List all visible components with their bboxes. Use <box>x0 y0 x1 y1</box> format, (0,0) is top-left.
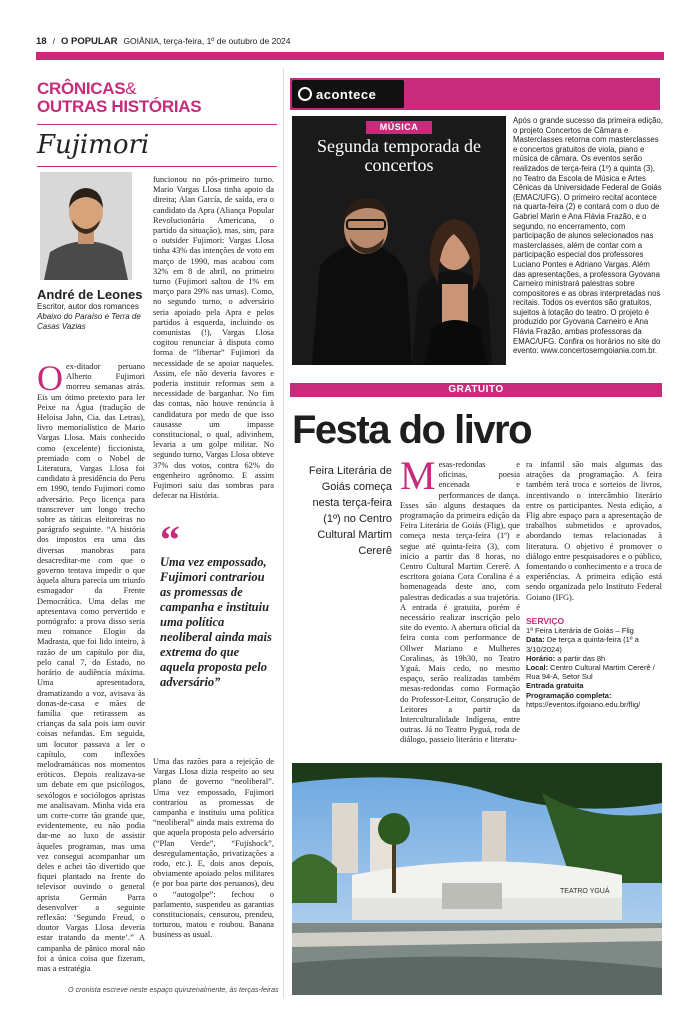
servico-local <box>526 663 666 681</box>
festa-column-1 <box>400 453 520 746</box>
page-header <box>36 33 666 49</box>
servico-local-label: Local: <box>526 663 549 673</box>
page-number: 18 <box>36 35 47 47</box>
quote-mark-icon: “ <box>160 517 180 562</box>
header-separator: / <box>52 36 55 46</box>
section-title <box>37 80 277 116</box>
servico-local-value: Centro Cultural Martim Cererê / Rua 94-A, Setor Sul <box>526 663 655 682</box>
acontece-logo-icon <box>298 87 312 101</box>
author-name: André de Leones <box>37 287 143 302</box>
author-books: Abaixo do Paraíso e Terra de Casas Vazias <box>37 312 141 331</box>
cronica-column-2: funcionou no pós-primeiro turno. Mario Vargas Llosa tinha apoio da direita; Alan García, de saída, era o candidato da Apra (Aliança Popular Revolucionária Americana, o partido da situação), mas, sim, para o outsider Fujimori: Vargas Llosa tinha 43% das intenções de voto em março de 1990, mas acabou com 32% em 8 de abril, no primeiro turno (Fujimori saltou de 1% em março para 29% nas urnas). Como, no segundo turno, o adversário seria apoiado pela Apra e pelos partidos à esquerda, incluindo os comunistas (!), Vargas Llosa cogitou renunciar à disputa como forma de “libertar” Fujimori da necessidade de se apoiar naqueles. Assim, ele não deveria favores e poderia instituir reformas sem a necessidade de barganhar. No fim das contas, não houve renúncia à candidatura por medo de que isso causasse um impasse constitucional, o qual, adivinhem, levaria a um golpe militar. No segundo turno, Vargas Llosa obteve 37% dos votos, contra 62% do engenheiro agrônomo. E assim Fujimori saiu das sombras para defecar na História. <box>153 175 274 501</box>
section-title-amp: & <box>125 79 137 98</box>
drop-cap: O <box>37 358 63 398</box>
servico-entrada-text: Entrada gratuita <box>526 681 584 691</box>
teatro-sign: TEATRO YGUÁ <box>560 888 610 895</box>
newspaper-name: O POPULAR <box>60 35 118 47</box>
author-bio <box>37 302 147 332</box>
cronica-text-1: ex-ditador peruano Alberto Fujimori morreu semanas atrás. Eis um ótimo pretexto para ler Peixe na Água (tradução de Heloisa Jahn, Cia. das Letras), livro memorialístico de Mario Vargas Llosa. Mais conhecido como (excelente) ficcionista, premiado com o Nobel de Literatura, Vargas Llosa foi candidato à presidência do Peru em 1990, tendo Fujimori como adversário. Peço licença para transcrever um longo trecho sobre as táticas eleitoreiras no parágrafo seguinte. “A história dos impostos era uma das diversas manobras para desacreditar-me com que o governo tentava impedir o que àquela altura parecia um triunfo esmagador da Frente Democrática. Uma delas me apresentava como pervertido e pornógrafo: a prova disso seria meu romance Elogio da Madrasta, que foi lido inteiro, à razão de um capítulo por dia, pelo canal 7, do Estado, no horário de audiência máxima. Uma apresentadora, dramatizando a voz, avisava às donas-de-casa e mães de família que retirassem as crianças da sala pois iam ouvir coisas nefandas. Em seguida, um locutor passava a ler o capítulo, com inflexões melodramáticas nos momentos eróticos. Depois realizava-se um debate em que psicólogos, sexólogos e sociólogos apristas me analisavam. Minha vida era um corre-corre tão grande que, evidentemente, eu não podia dar-me ao luxo de assistir àqueles programas, mas uma vez consegui acompanhar um deles e achei tão divertido que fiquei plantado na frente do televisor ouvindo o general aprista Germán Parra desenvolver a seguinte reflexão: ‘Segundo Freud, o doutor Vargas Llosa deveria estar tratando da mente’.” A campanha de pânico moral não foi a única coisa que fizeram, mas a estratégia <box>37 362 145 973</box>
servico-horario-label: Horário: <box>526 653 556 663</box>
festa-text-1: esas-redondas e oficinas, poesia encenada e performances de dança. Esses são alguns destaques da programação da primeira edição da Feira Literária de Goiás (Flig), que começa nesta terça-feira (1º) e segue até quinta-feira (3), com início a partir das 8 horas, no Centro Cultural Martim Cererê. A escritora goiana Cora Coralina é a homenageada deste ano, com palestras dedicadas a sua trajetória. A entrada é gratuita, porém é necessário realizar inscrição pelo site do evento. A abertura oficial da feira conta com performance de Ollwer Mariano e Mulheres Coralinas, às 19h30, no Teatro Yguá. Mais cedo, no mesmo espaço, serão realizadas também mesas-redondas como Formação do Professor-Leitor, Construção de Leitores a partir da Interculturalidade Indígena, entre outras. Já no Teatro Pyguá, roda de diálogo, passeio literário e literatu- <box>400 460 520 745</box>
acontece-logo-text: acontece <box>316 86 377 102</box>
festa-drop-cap: M <box>400 453 436 498</box>
servico-event: 1ª Feira Literária de Goiás – Flig <box>526 626 634 636</box>
festa-headline: Festa do livro <box>292 408 532 452</box>
servico-data <box>526 635 666 653</box>
section-title-line1: CRÔNICAS <box>37 79 126 98</box>
gratuito-banner: GRATUITO <box>290 383 662 397</box>
servico-programacao-label: Programação completa: <box>526 690 612 700</box>
festa-subtitle: Feira Literária de Goiás começa nesta terça-feira (1º) no Centro Cultural Martim Cererê <box>308 465 392 557</box>
header-color-bar <box>36 52 664 60</box>
header-date: GOIÂNIA, terça-feira, 1º de outubro de 2024 <box>123 36 291 46</box>
servico-data-value: De terça a quinta-feira (1º a 3/10/2024) <box>526 635 639 654</box>
section-rule-bottom <box>37 166 277 167</box>
building-photo <box>292 763 662 995</box>
servico-entrada <box>526 681 666 690</box>
servico-title: SERVIÇO <box>526 616 565 626</box>
festa-column-2: ra infantil são mais algumas das atrações da programação. A feira também terá troca e sorteios de livros, incentivando o intercâmbio literário entre os participantes. Nesta edição, a Flig abre espaço para a apresentação de trabalhos submetidos e aprovados, abordando temas relacionadas à literatura. O objetivo é promover o diálogo entre pesquisadores e o público, fomentando o conhecimento e a troca de experiências. A primeira edição está sendo organizada pelo Instituto Federal Goiano (IFG). <box>526 460 662 602</box>
author-photo <box>40 172 132 280</box>
cronica-column-1 <box>37 358 145 974</box>
servico-horario <box>526 654 666 663</box>
servico-url[interactable]: https://eventos.ifgoiano.edu.br/flig/ <box>526 699 641 709</box>
section-rule-top <box>37 124 277 125</box>
servico-box <box>526 617 666 709</box>
pull-quote-text: Uma vez empossado, Fujimori contrariou as promessas de campanha e instituiu uma política neoliberal ainda mais extrema do que aquela proposta pelo adversário” <box>160 555 272 689</box>
author-bio-lead: Escritor, autor dos romances <box>37 302 139 311</box>
musica-tag: MÚSICA <box>366 121 432 134</box>
concert-article: Após o grande sucesso da primeira edição, o projeto Concertos de Câmara e Masterclasses retorna com masterclasses e concertos gratuitos de viola, piano e música de câmara. Os eventos serão realizados de terça-feira (1º) a quinta (3), no Teatro da Escola de Música e Artes Cênicas da Universidade Federal de Goiás (EMAC/UFG). O primeiro recital acontece na quarta-feira (2) e contará com o duo de Gabriel Marin e Ana Flávia Frazão, e o segundo, no encerramento, com participação de alunos selecionados nas masterclasses, além de contar com a participação especial dos professores Luciano Pontes e Adriano Vargas. Além das apresentações, a professora Gyovana Carneiro ministrará palestras sobre compositores e as obras interpretadas nos recitais. Todos os eventos são gratuitos, sujeitos à lotação do teatro. O projeto é produzido por Gyovana Carneiro e Ana Flávia Frazão, ambas professoras da EMAC/UFG. Confira os horários no site do evento: www.concertosemgoiania.com.br. <box>513 116 663 356</box>
servico-horario-value: a partir das 8h <box>555 653 606 663</box>
column-divider <box>283 68 284 998</box>
acontece-logo <box>292 80 404 108</box>
teatro-building-illustration <box>292 763 662 995</box>
cronica-column-2b: Uma das razões para a rejeição de Vargas Llosa dizia respeito ao seu plano de governo “neoliberal”. Uma vez empossado, Fujimori contrariou as promessas de campanha e instituiu uma política “neoliberal” ainda mais extrema do que aquela proposta pelo adversário (“Plan Verde”, “Fujishock”, desregulamentação, privatizações a rodo, etc.). E, dois anos depois, obviamente apoiado pelos militares (e por boa parte dos peruanos), deu o “autogolpe”: fechou o parlamento, suspendeu as garantias constitucionais, censurou, prendeu, torturou, matou e roubou. Banana business as usual. <box>153 757 274 940</box>
cronica-footnote: O cronista escreve neste espaço quinzenalmente, às terças-feiras <box>68 985 279 994</box>
column-title: Fujimori <box>37 130 150 160</box>
section-title-line2: OUTRAS HISTÓRIAS <box>37 97 202 116</box>
concert-headline: Segunda temporada de concertos <box>317 136 481 175</box>
servico-data-label: Data: <box>526 635 545 645</box>
servico-programacao <box>526 691 666 700</box>
pull-quote <box>160 517 276 690</box>
author-portrait-illustration <box>40 172 132 280</box>
